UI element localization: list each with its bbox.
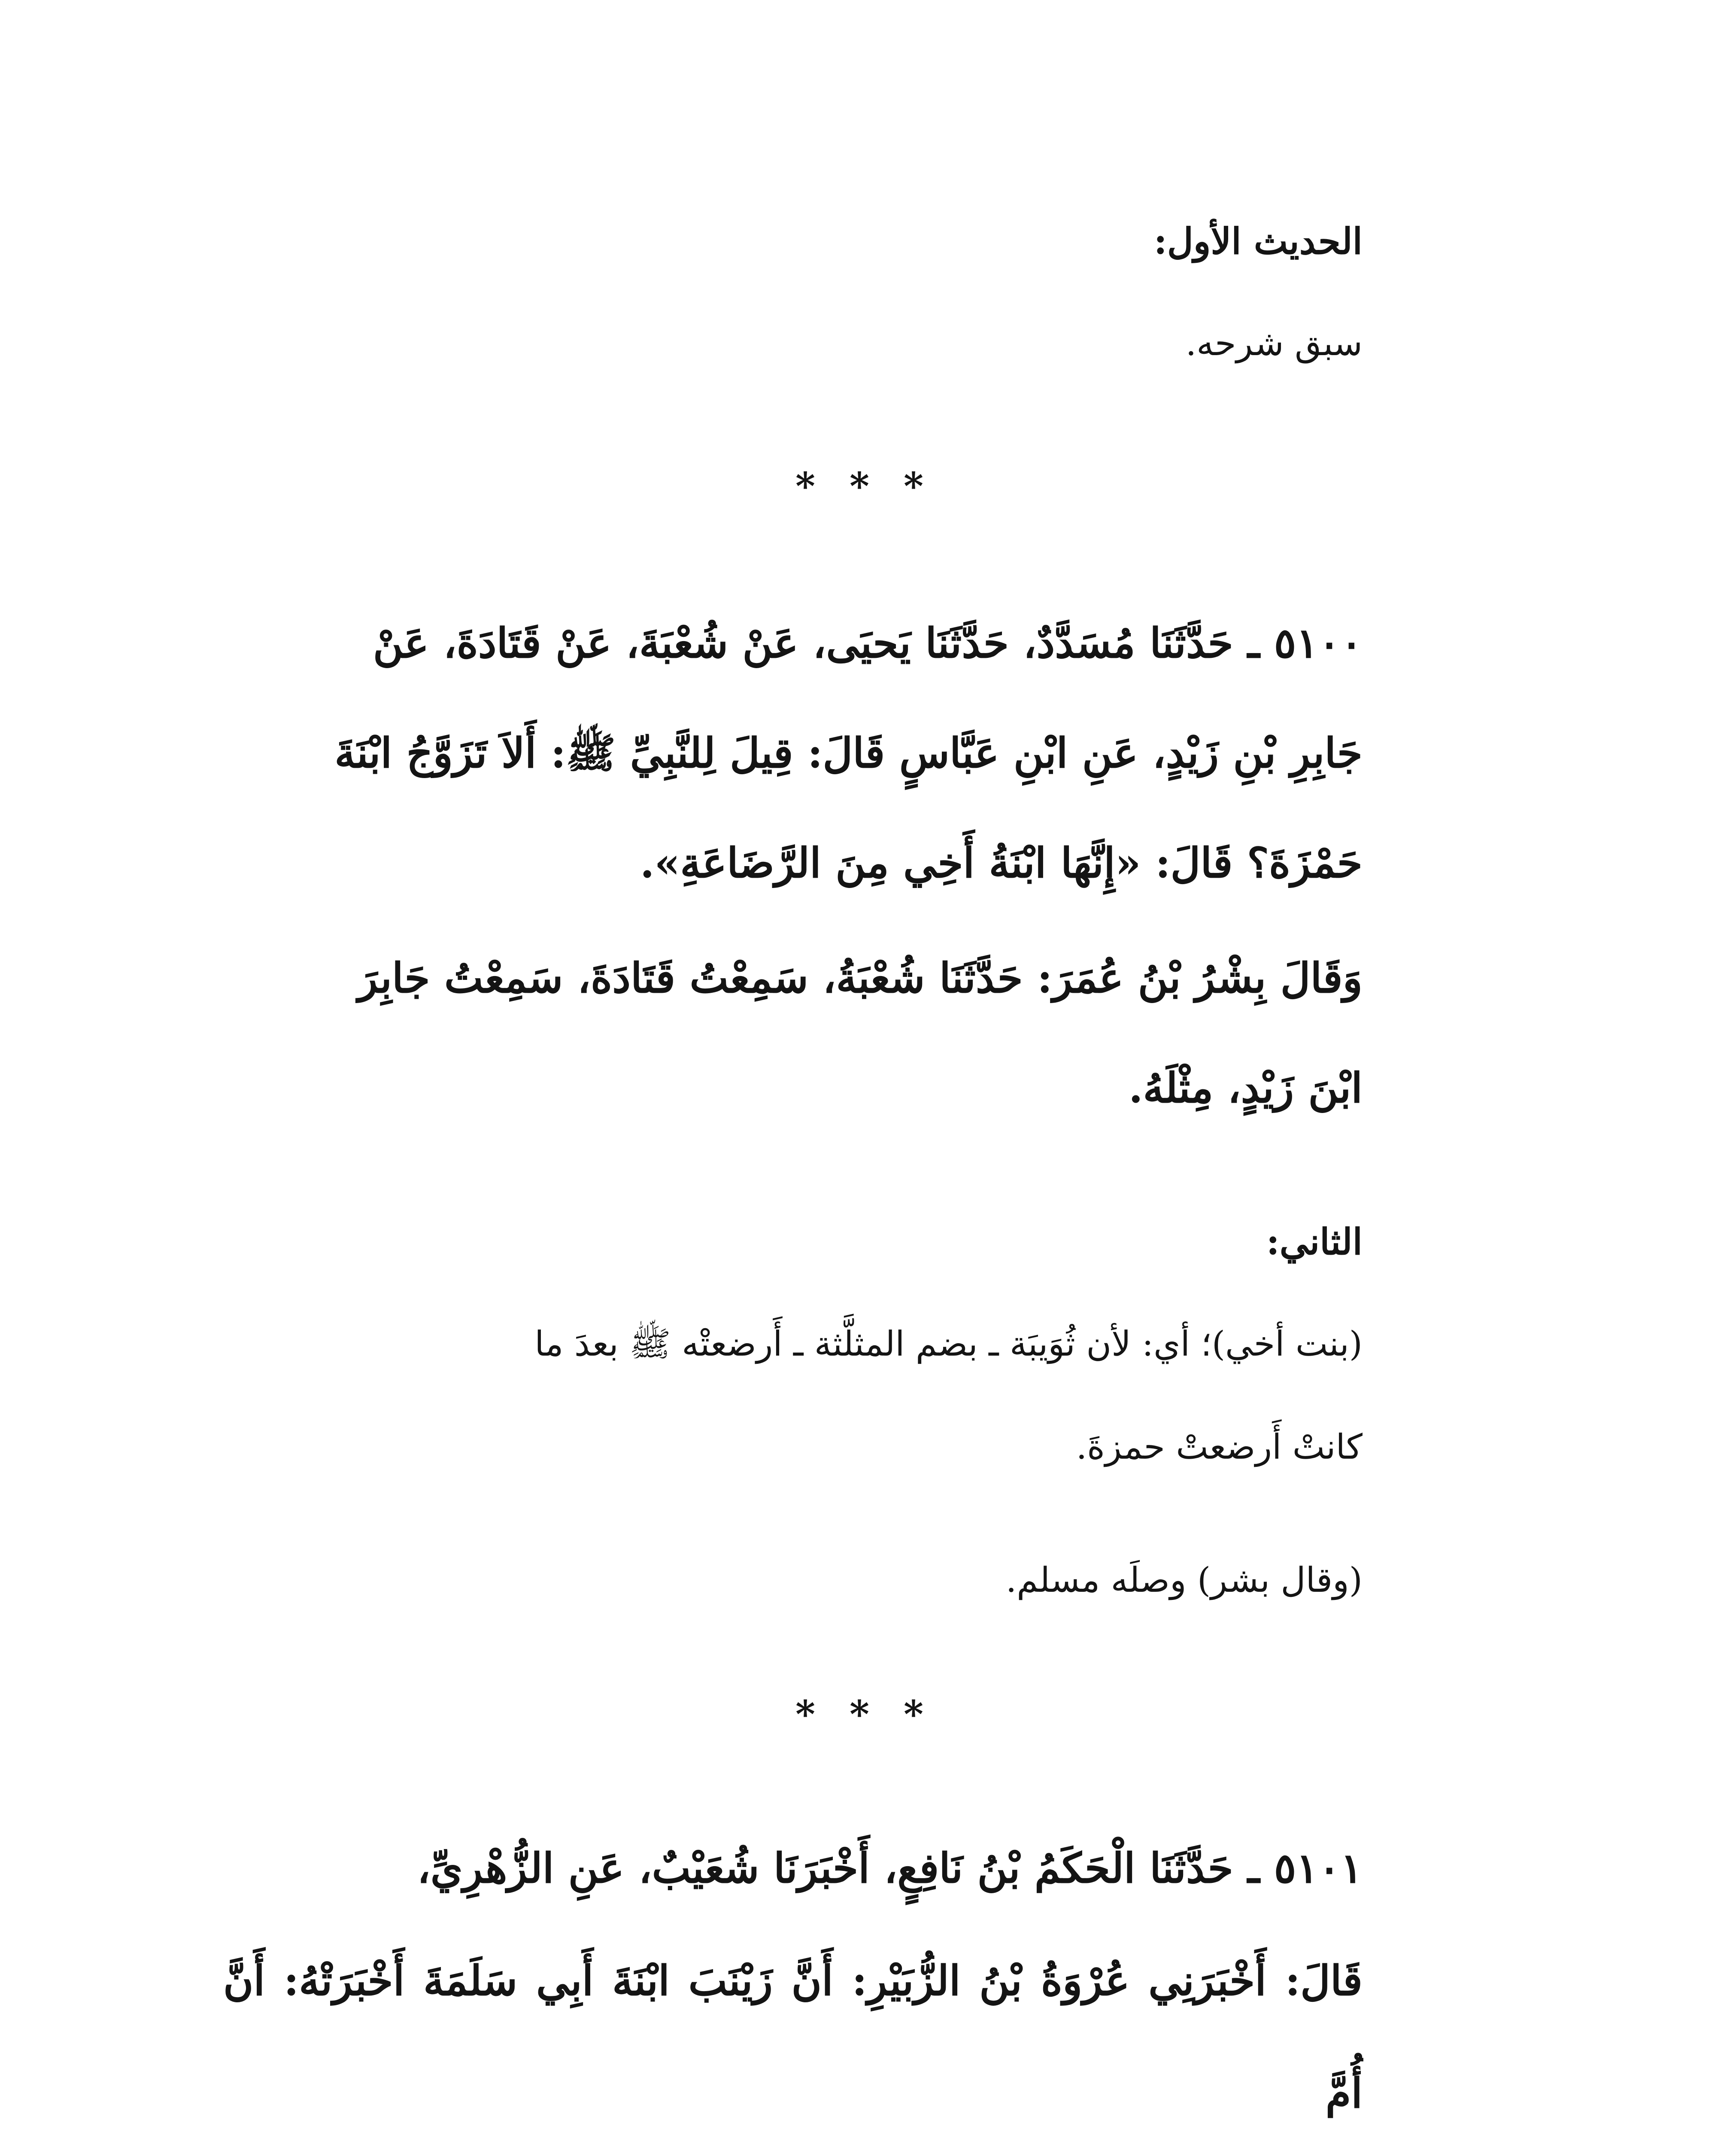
hadith-line: ٥١٠٠ ـ حَدَّثَنَا مُسَدَّدٌ، حَدَّثَنَا يَحيَى، عَنْ شُعْبَةَ، عَنْ قَتَادَةَ، عَنْ <box>373 619 1363 667</box>
commentary-first: سبق شرحه. <box>1185 323 1363 363</box>
hadith-line: حَمْزَةَ؟ قَالَ: «إِنَّهَا ابْنَةُ أَخِي مِنَ الرَّضَاعَةِ». <box>640 839 1363 887</box>
separator-star: * <box>849 464 887 508</box>
hadith-5100-addendum <box>223 923 1363 1143</box>
separator-star: * <box>795 464 832 508</box>
commentary-second-note: (وقال بشر) وصلَه مسلم. <box>1005 1560 1363 1600</box>
commentary-second <box>223 1292 1363 1499</box>
section-heading-second: الثاني: <box>1266 1220 1363 1263</box>
commentary-line: (بنت أخي)؛ أي: لأن ثُوَيبَة ـ بضم المثلَّثة ـ أَرضعتْه ﷺ بعدَ ما <box>534 1324 1363 1364</box>
hadith-5100 <box>223 588 1363 918</box>
separator-stars <box>0 1692 1736 1736</box>
hadith-line: قَالَ: أَخْبَرَنِي عُرْوَةُ بْنُ الزُّبَيْرِ: أَنَّ زَيْنَبَ ابْنَةَ أَبِي سَلَمَةَ أَخْبَرَتْهُ: أَنَّ أُمَّ <box>223 1956 1363 2117</box>
commentary-line: كانتْ أَرضعتْ حمزةَ. <box>1076 1427 1363 1467</box>
hadith-line: وَقَالَ بِشْرُ بْنُ عُمَرَ: حَدَّثَنَا شُعْبَةُ، سَمِعْتُ قَتَادَةَ، سَمِعْتُ جَابِرَ <box>358 954 1363 1002</box>
separator-star: * <box>904 464 941 508</box>
separator-star: * <box>849 1692 887 1736</box>
hadith-line: ٥١٠١ ـ حَدَّثَنَا الْحَكَمُ بْنُ نَافِعٍ، أَخْبَرَنَا شُعَيْبٌ، عَنِ الزُّهْرِيِّ، <box>417 1844 1363 1892</box>
separator-stars <box>0 464 1736 508</box>
section-heading-first: الحديث الأول: <box>1153 220 1363 262</box>
hadith-line: ابْنَ زَيْدٍ، مِثْلَهُ. <box>1129 1064 1363 1112</box>
separator-star: * <box>795 1692 832 1736</box>
hadith-line: جَابِرِ بْنِ زَيْدٍ، عَنِ ابْنِ عَبَّاسٍ قَالَ: قِيلَ لِلنَّبِيِّ ﷺ: أَلاَ تَزَوَّجُ ابْنَةَ <box>334 729 1363 777</box>
separator-star: * <box>904 1692 941 1736</box>
hadith-5101 <box>223 1812 1363 2147</box>
